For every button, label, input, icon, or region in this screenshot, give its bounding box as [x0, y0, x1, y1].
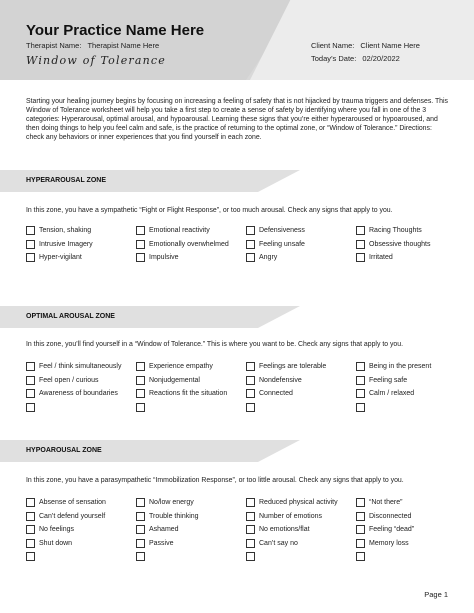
checkbox[interactable] [26, 539, 35, 548]
checklist-item[interactable] [26, 537, 136, 551]
checklist-item-label: Emotional reactivity [149, 227, 210, 235]
checklist-item[interactable] [356, 550, 466, 564]
checklist-item[interactable] [26, 387, 136, 401]
checklist-item-label: Number of emotions [259, 512, 323, 520]
checkbox[interactable] [136, 525, 145, 534]
worksheet-subtitle: Window of Tolerance [26, 54, 166, 67]
client-label: Client Name: [311, 41, 355, 50]
checklist-item[interactable] [136, 496, 246, 510]
checklist-item-label: Feeling “dead” [369, 526, 415, 534]
checkbox[interactable] [246, 552, 255, 561]
checkbox[interactable] [246, 253, 255, 262]
checkbox[interactable] [26, 253, 35, 262]
checklist-row [26, 523, 466, 537]
checklist-item-label: Angry [259, 254, 278, 262]
checklist-item[interactable] [136, 387, 246, 401]
client-value: Client Name Here [360, 41, 420, 50]
checkbox[interactable] [356, 240, 365, 249]
checklist-item[interactable] [136, 550, 246, 564]
checklist-item[interactable] [136, 510, 246, 524]
checklist-item[interactable] [246, 374, 356, 388]
checklist-row [26, 537, 466, 551]
checklist-item[interactable] [246, 510, 356, 524]
checklist-item-label: Shut down [39, 539, 73, 547]
checklist-hyperarousal [26, 224, 466, 265]
checkbox[interactable] [136, 498, 145, 507]
checkbox[interactable] [26, 552, 35, 561]
checkbox[interactable] [26, 376, 35, 385]
checkbox[interactable] [246, 226, 255, 235]
checkbox[interactable] [246, 389, 255, 398]
checkbox[interactable] [246, 525, 255, 534]
checklist-item[interactable] [136, 251, 246, 265]
checklist-item[interactable] [26, 523, 136, 537]
checkbox[interactable] [136, 403, 145, 412]
checklist-item-label: Impulsive [149, 254, 179, 262]
checklist-row [26, 387, 466, 401]
checklist-item-label: Awareness of boundaries [39, 390, 118, 398]
checkbox[interactable] [26, 389, 35, 398]
checklist-item[interactable] [246, 360, 356, 374]
checklist-item[interactable] [26, 374, 136, 388]
client-line [311, 41, 426, 50]
checklist-item[interactable] [26, 496, 136, 510]
checkbox[interactable] [26, 512, 35, 521]
section-desc-hyperarousal: In this zone, you have a sympathetic “Fight or Flight Response”, or too much arousal. Check any signs that apply to you. [26, 207, 393, 214]
checklist-item-label: Being in the present [369, 363, 432, 371]
therapist-value: Therapist Name Here [87, 41, 160, 50]
checkbox[interactable] [136, 512, 145, 521]
checklist-item-label: Feeling unsafe [259, 240, 305, 248]
checklist-item[interactable] [26, 224, 136, 238]
checkbox[interactable] [356, 389, 365, 398]
checkbox[interactable] [356, 403, 365, 412]
checklist-item[interactable] [136, 374, 246, 388]
checkbox[interactable] [356, 376, 365, 385]
checklist-item[interactable] [246, 496, 356, 510]
checklist-item-label: Trouble thinking [149, 512, 199, 520]
checklist-item-label: Experience empathy [149, 363, 213, 371]
checklist-item[interactable] [246, 550, 356, 564]
checklist-item-label: Connected [259, 390, 293, 398]
checkbox[interactable] [356, 539, 365, 548]
checklist-item[interactable] [246, 238, 356, 252]
checklist-item[interactable] [136, 224, 246, 238]
checklist-item[interactable] [26, 510, 136, 524]
checklist-row [26, 360, 466, 374]
checklist-item-label: Feel open / curious [39, 376, 99, 384]
checkbox[interactable] [136, 389, 145, 398]
checklist-item[interactable] [136, 238, 246, 252]
checkbox[interactable] [136, 376, 145, 385]
checklist-item[interactable] [136, 360, 246, 374]
checkbox[interactable] [356, 512, 365, 521]
checklist-item[interactable] [246, 537, 356, 551]
section-title-optimal: OPTIMAL AROUSAL ZONE [26, 313, 115, 320]
checkbox[interactable] [136, 240, 145, 249]
checklist-item[interactable] [356, 374, 466, 388]
checkbox[interactable] [246, 539, 255, 548]
practice-name: Your Practice Name Here [26, 22, 205, 39]
checkbox[interactable] [246, 376, 255, 385]
checklist-row [26, 550, 466, 564]
checkbox[interactable] [356, 552, 365, 561]
checklist-item[interactable] [246, 224, 356, 238]
checklist-item-label: Intrusive Imagery [39, 240, 93, 248]
checklist-item[interactable] [356, 360, 466, 374]
checklist-item-label: Ashamed [149, 526, 179, 534]
checklist-item[interactable] [136, 401, 246, 415]
checklist-item-label: Feeling safe [369, 376, 408, 384]
checklist-row [26, 510, 466, 524]
checklist-item[interactable] [136, 537, 246, 551]
checklist-item-label: Memory loss [369, 539, 409, 547]
section-title-hypoarousal: HYPOAROUSAL ZONE [26, 447, 102, 454]
checkbox[interactable] [356, 362, 365, 371]
date-value: 02/20/2022 [362, 54, 400, 63]
checklist-item[interactable] [356, 251, 466, 265]
checklist-item-label: Disconnected [369, 512, 412, 520]
checklist-item-label: Can’t say no [259, 539, 298, 547]
checklist-item-label: Nondefensive [259, 376, 302, 384]
therapist-label: Therapist Name: [26, 41, 82, 50]
checkbox[interactable] [246, 498, 255, 507]
checklist-item[interactable] [356, 238, 466, 252]
checklist-row [26, 224, 466, 238]
checklist-item[interactable] [26, 360, 136, 374]
checkbox[interactable] [26, 498, 35, 507]
checklist-item-label: Passive [149, 539, 174, 547]
checklist-item-label: Reduced physical activity [259, 499, 338, 507]
checklist-row [26, 374, 466, 388]
checkbox[interactable] [246, 240, 255, 249]
checklist-item-label: No/low energy [149, 499, 194, 507]
date-line [311, 54, 406, 63]
checklist-item-label: Calm / relaxed [369, 390, 415, 398]
checklist-hypoarousal [26, 496, 466, 564]
checkbox[interactable] [26, 226, 35, 235]
checkbox[interactable] [136, 539, 145, 548]
checkbox[interactable] [136, 226, 145, 235]
checklist-item-label: Feel / think simultaneously [39, 363, 122, 371]
checkbox[interactable] [136, 253, 145, 262]
checklist-item-label: Tension, shaking [39, 227, 92, 235]
checklist-item[interactable] [356, 387, 466, 401]
date-label: Today’s Date: [311, 54, 357, 63]
checkbox[interactable] [136, 552, 145, 561]
checklist-row [26, 496, 466, 510]
therapist-line [26, 41, 165, 50]
checklist-optimal [26, 360, 466, 414]
checklist-item[interactable] [136, 523, 246, 537]
checklist-item[interactable] [356, 537, 466, 551]
checklist-item[interactable] [26, 401, 136, 415]
checklist-item-label: Racing Thoughts [369, 227, 422, 235]
checklist-item-label: No emotions/flat [259, 526, 310, 534]
checklist-item[interactable] [356, 401, 466, 415]
section-desc-optimal: In this zone, you’ll find yourself in a “Window of Tolerance.” This is where you want to be. Check any signs that apply to you. [26, 341, 404, 348]
section-desc-hypoarousal: In this zone, you have a parasympathetic “Immobilization Response”, or too little arousal. Check any signs that apply to you. [26, 477, 404, 484]
checkbox[interactable] [26, 362, 35, 371]
checkbox[interactable] [26, 403, 35, 412]
checkbox[interactable] [356, 226, 365, 235]
checklist-item-label: Obsessive thoughts [369, 240, 431, 248]
checklist-row [26, 251, 466, 265]
checklist-row [26, 238, 466, 252]
checklist-item-label: Feelings are tolerable [259, 363, 327, 371]
checklist-item-label: Hyper-vigilant [39, 254, 82, 262]
section-title-hyperarousal: HYPERAROUSAL ZONE [26, 177, 106, 184]
checklist-item[interactable] [26, 550, 136, 564]
checklist-item[interactable] [26, 251, 136, 265]
checklist-row [26, 401, 466, 415]
checklist-item-label: Emotionally overwhelmed [149, 240, 229, 248]
checkbox[interactable] [356, 498, 365, 507]
checklist-item[interactable] [246, 523, 356, 537]
checkbox[interactable] [26, 240, 35, 249]
checklist-item[interactable] [356, 496, 466, 510]
checklist-item[interactable] [356, 523, 466, 537]
checklist-item-label: Can’t defend yourself [39, 512, 106, 520]
checklist-item-label: Irritated [369, 254, 393, 262]
checkbox[interactable] [26, 525, 35, 534]
checklist-item[interactable] [26, 238, 136, 252]
page-number: Page 1 [424, 590, 448, 599]
checklist-item-label: No feelings [39, 526, 75, 534]
checklist-item[interactable] [246, 251, 356, 265]
checkbox[interactable] [356, 253, 365, 262]
checkbox[interactable] [136, 362, 145, 371]
checklist-item-label: “Not there” [369, 499, 403, 507]
checklist-item[interactable] [356, 510, 466, 524]
checkbox[interactable] [246, 403, 255, 412]
checklist-item-label: Absense of sensation [39, 499, 106, 507]
checklist-item[interactable] [356, 224, 466, 238]
checklist-item-label: Nonjudgemental [149, 376, 200, 384]
intro-paragraph: Starting your healing journey begins by focusing on increasing a feeling of safety that is not hijacked by trauma triggers and defenses. This Window of Tolerance worksheet will help you take a first step to create a sense of safety by identifying where you fall in one of the 3 categories: Hyperarousal, optimal arousal, and hypoarousal. Learning these signs that you’re either hyperaroused or hypoaroused, and then doing things to help you feel calm and safe, is the practice of returning to the optimal zone, or “Window of Tolerance.” Directions: check any behaviors or inner experiences that you find yourself in each zone. [26, 98, 448, 141]
checklist-item[interactable] [246, 387, 356, 401]
checkbox[interactable] [246, 362, 255, 371]
checklist-item[interactable] [246, 401, 356, 415]
checkbox[interactable] [356, 525, 365, 534]
checklist-item-label: Defensiveness [259, 227, 305, 235]
checklist-item-label: Reactions fit the situation [149, 390, 228, 398]
checkbox[interactable] [246, 512, 255, 521]
